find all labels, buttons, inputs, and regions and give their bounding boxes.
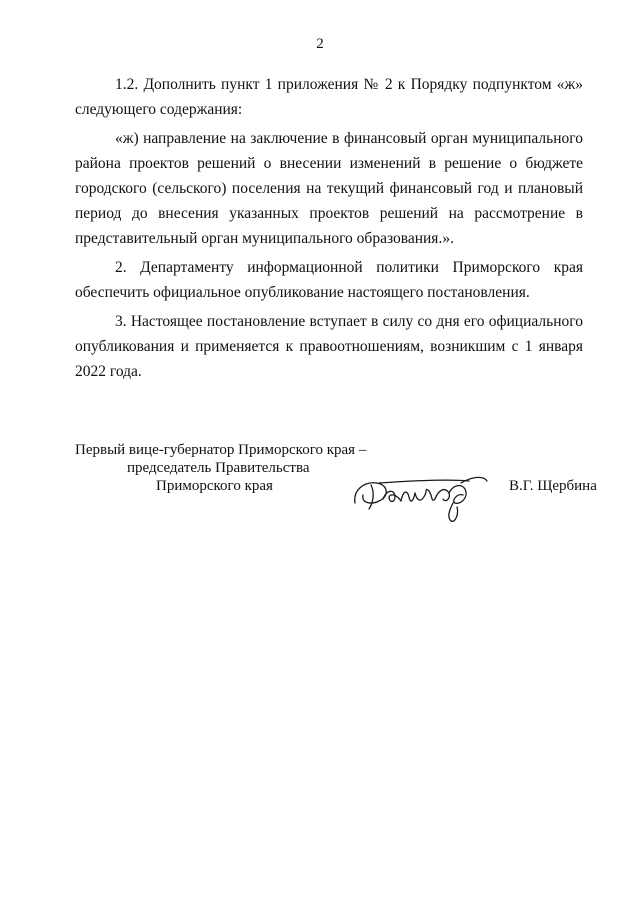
paragraph-2: 2. Департаменту информационной политики Приморского края обеспечить официальное опубликование настоящего постановления. <box>75 259 583 301</box>
signer-position-line-3: Приморского края <box>156 478 273 494</box>
handwritten-signature <box>349 463 499 525</box>
signer-position-line-1: Первый вице-губернатор Приморского края – <box>75 442 367 458</box>
paragraph-subpoint-zh: «ж) направление на заключение в финансовый орган муниципального района проектов решений о внесении изменений в решение о бюджете городского (сельского) поселения на текущий финансовый год и плановый период до внесения указанных проектов решений на рассмотрение в представительный орган муниципального образования.». <box>75 130 583 247</box>
signer-position-line-2: председатель Правительства <box>127 460 310 476</box>
document-body <box>75 72 583 388</box>
paragraph-3: 3. Настоящее постановление вступает в силу со дня его официального опубликования и применяется к правоотношениям, возникшим с 1 января 2022 года. <box>75 313 583 380</box>
paragraph-1-2: 1.2. Дополнить пункт 1 приложения № 2 к Порядку подпунктом «ж» следующего содержания: <box>75 76 583 118</box>
page-number: 2 <box>316 36 324 52</box>
signer-name: В.Г. Щербина <box>509 478 597 494</box>
